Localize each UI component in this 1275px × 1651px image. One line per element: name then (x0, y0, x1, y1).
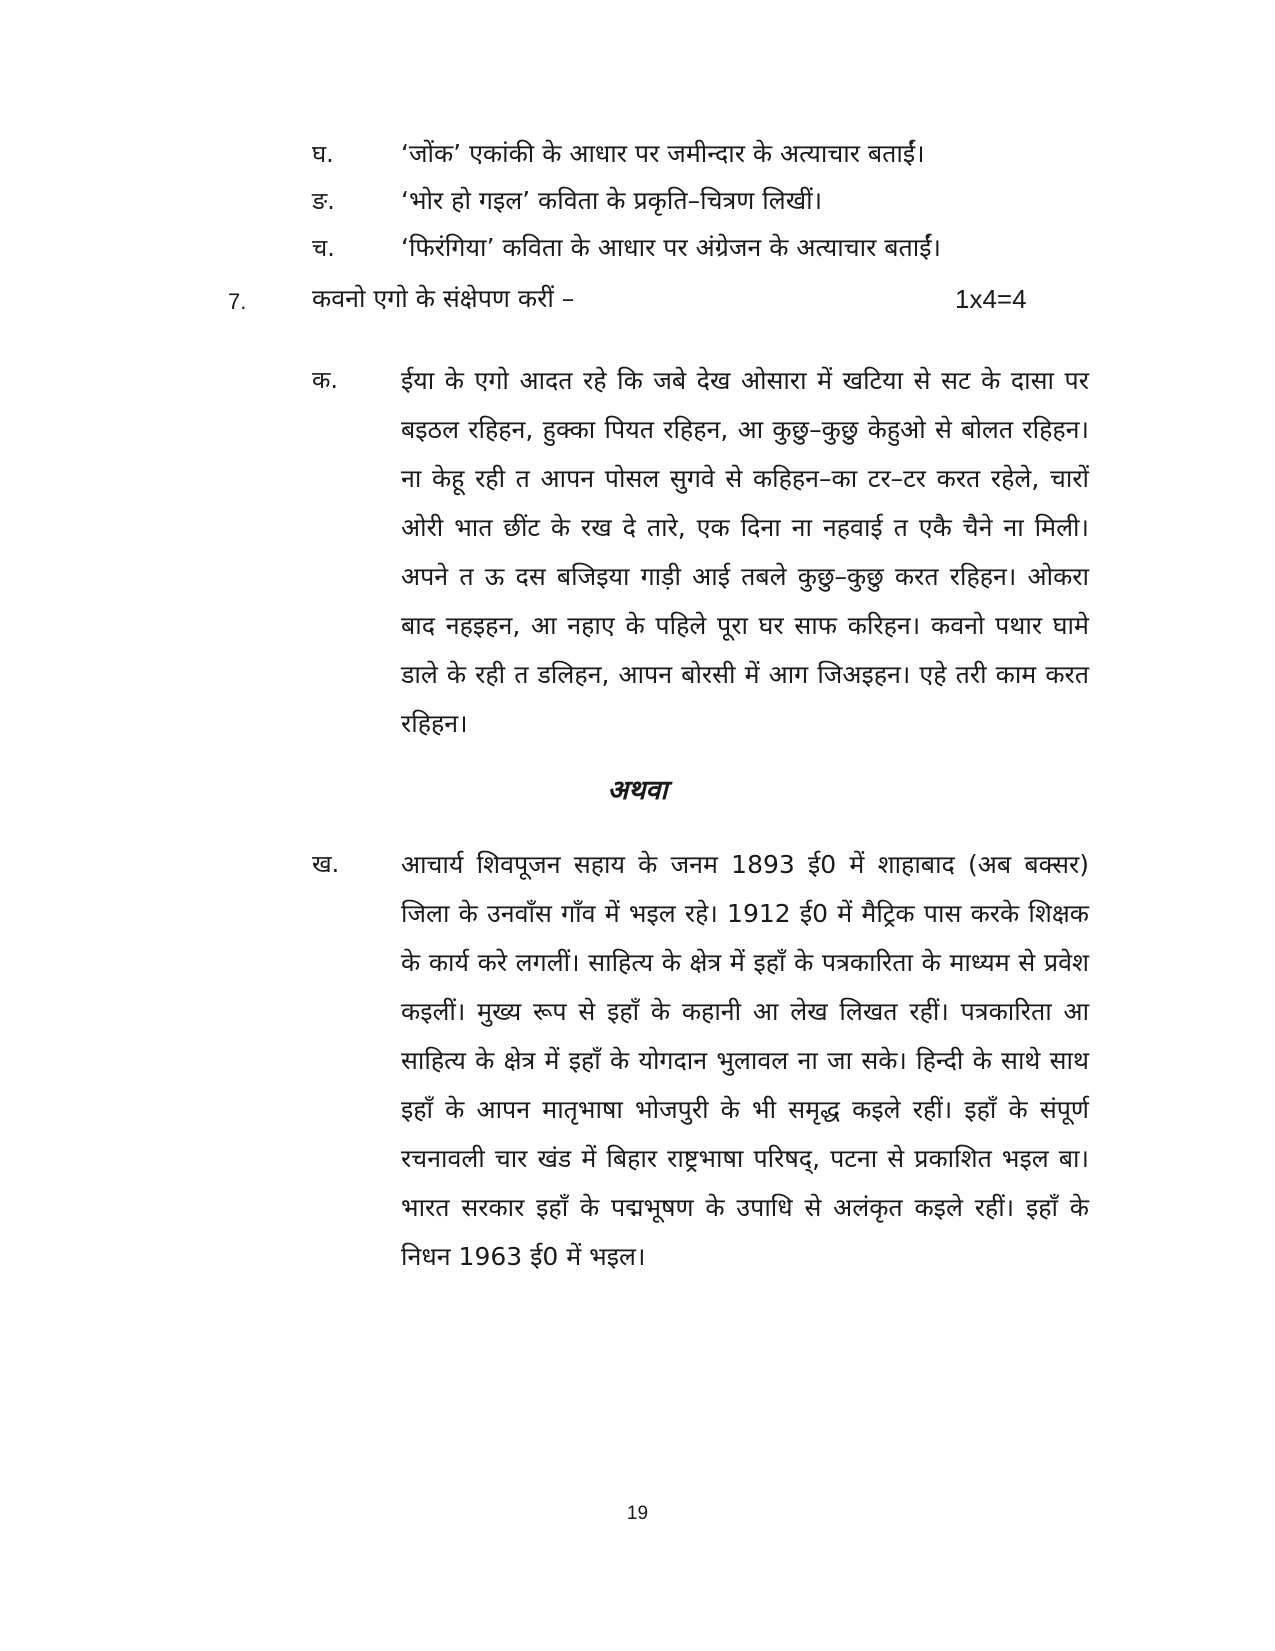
separator-athva: अथवा (607, 775, 668, 806)
passage-a-text: ईया के एगो आदत रहे कि जबे देख ओसारा में खटिया से सट के दासा पर बइठल रहिहन, हुक्का पियत रहिहन, आ कुछु–कुछु केहुओ से बोलत रहिहन। ना केहू रही त आपन पोसल सुगवे से कहिहन–का टर–टर करत रहेले, चारों ओरी भात छींट के रख दे तारे, एक दिना ना नहवाई त एकै चैने ना मिली। अपने त ऊ दस बजिइया गाड़ी आई तबले कुछु–कुछु करत रहिहन। ओकरा बाद नहइहन, आ नहाए के पहिले पूरा घर साफ करिहन। कवनो पथार घामे डाले के रही त डलिहन, आपन बोरसी में आग जिअइहन। एहे तरी काम करत रहिहन। (401, 366, 1089, 738)
item-text-nga: ‘भोर हो गइल’ कविता के प्रकृति–चित्रण लिखीं। (401, 186, 823, 215)
passage-b-label: ख. (312, 850, 340, 878)
passage-b-text: आचार्य शिवपूजन सहाय के जनम 1893 ई0 में शाहाबाद (अब बक्सर) जिला के उनवाँस गाँव में भइल रहे। 1912 ई0 में मैट्रिक पास करके शिक्षक के कार्य करे लगलीं। साहित्य के क्षेत्र में इहाँ के पत्रकारिता के माध्यम से प्रवेश कइलीं। मुख्य रूप से इहाँ के कहानी आ लेख लिखत रहीं। पत्रकारिता आ साहित्य के क्षेत्र में इहाँ के योगदान भुलावल ना जा सके। हिन्दी के साथे साथ इहाँ के आपन मातृभाषा भोजपुरी के भी समृद्ध कइले रहीं। इहाँ के संपूर्ण रचनावली चार खंड में बिहार राष्ट्रभाषा परिषद्, पटना से प्रकाशित भइल बा। भारत सरकार इहाँ के पद्मभूषण के उपाधि से अलंकृत कइले रहीं। इहाँ के निधन 1963 ई0 में भइल। (401, 850, 1089, 1271)
question-text: कवनो एगो के संक्षेपण करीं – (312, 284, 575, 313)
item-text-gha: ‘जोंक’ एकांकी के आधार पर जमीन्दार के अत्याचार बताईं। (401, 139, 925, 168)
item-label-cha: च. (312, 234, 335, 262)
item-label-nga: ङ. (312, 187, 335, 215)
page-number: 19 (626, 1503, 649, 1524)
passage-a-label: क. (312, 366, 339, 394)
item-text-cha: ‘फिरंगिया’ कविता के आधार पर अंग्रेजन के अत्याचार बताईं। (401, 233, 941, 262)
question-marks: 1x4=4 (955, 284, 1027, 314)
question-number: 7. (228, 289, 247, 314)
item-label-gha: घ. (312, 140, 334, 168)
